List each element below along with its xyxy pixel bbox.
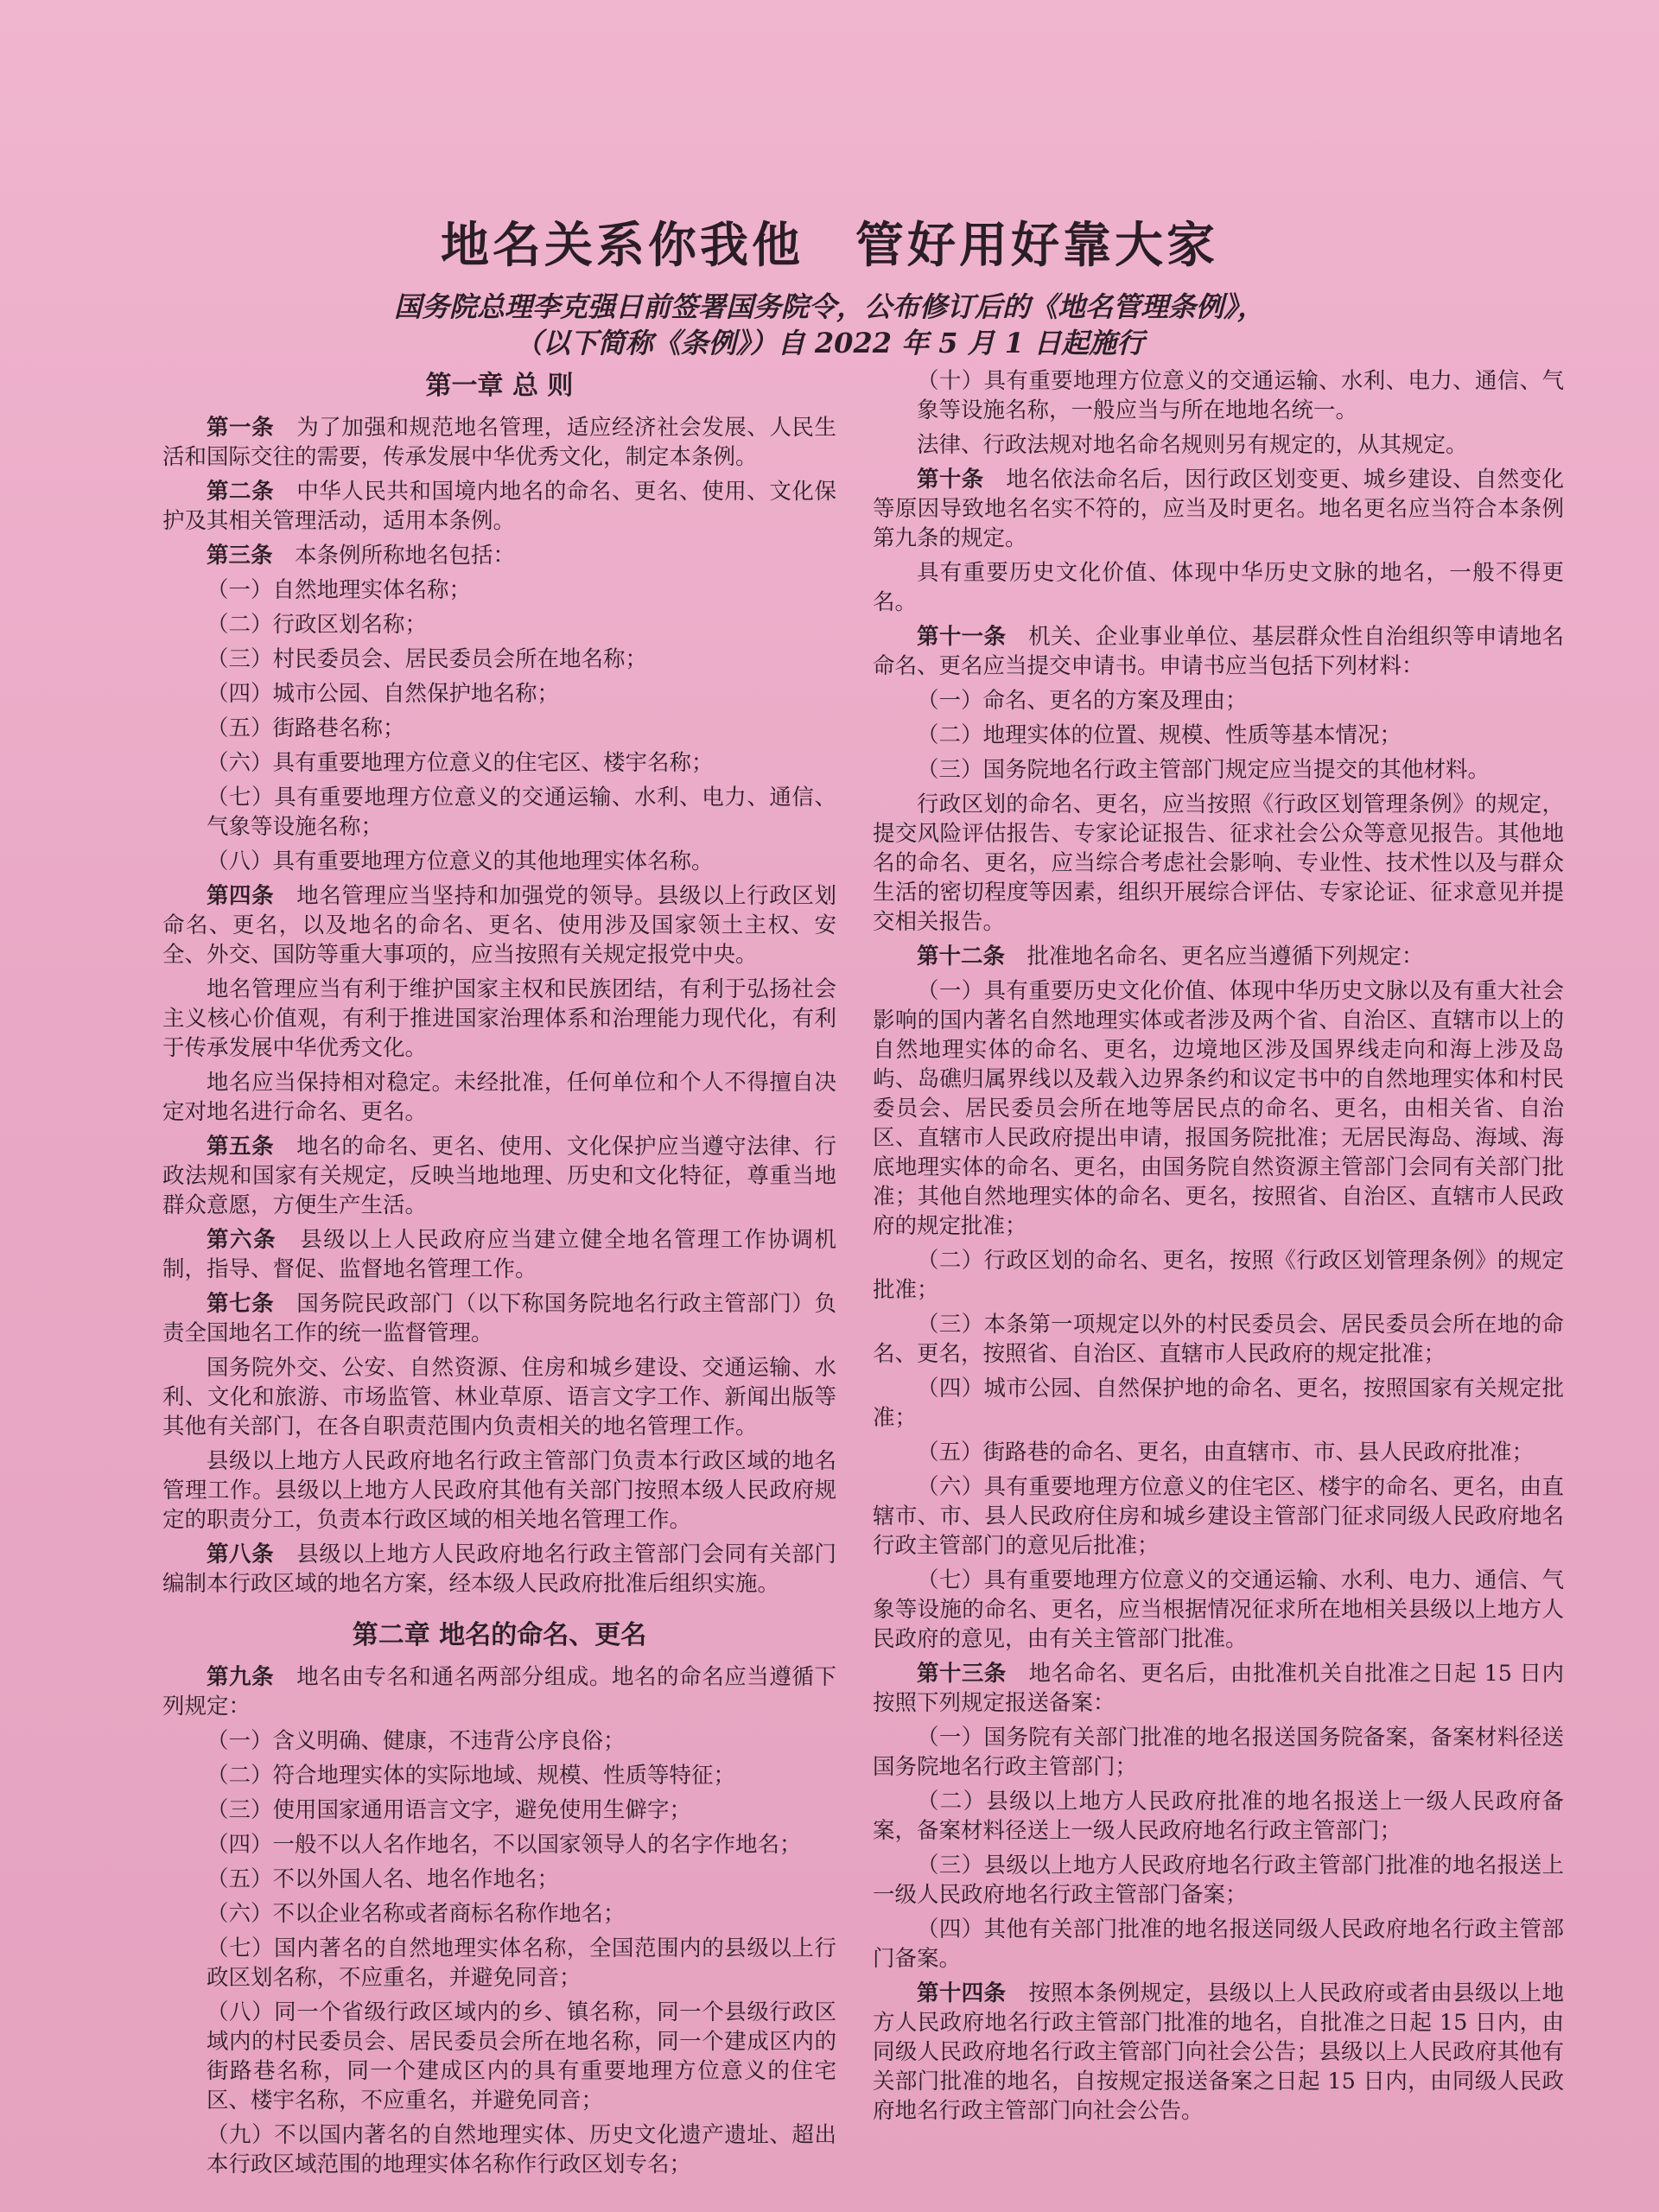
- article-2-text: 中华人民共和国境内地名的命名、更名、使用、文化保护及其相关管理活动，适用本条例。: [162, 479, 836, 534]
- article-5-text: 地名的命名、更名、使用、文化保护应当遵守法律、行政法规和国家有关规定，反映当地地理、历史和文化特征，尊重当地群众意愿，方便生产生活。: [162, 1134, 836, 1218]
- article-3-item: （一）自然地理实体名称；: [207, 577, 472, 603]
- article-4-paragraph-3: 地名应当保持相对稳定。未经批准，任何单位和个人不得擅自决定对地名进行命名、更名。: [162, 1070, 836, 1125]
- article-9-item: （九）不以国内著名的自然地理实体、历史文化遗产遗址、超出本行政区域范围的地理实体名称作行政区划专名；: [207, 2122, 836, 2177]
- article-1-label: 第一条: [207, 415, 275, 441]
- article-11-item: （二）地理实体的位置、规模、性质等基本情况；: [917, 722, 1402, 748]
- article-6-label: 第六条: [207, 1227, 277, 1253]
- article-11-label: 第十一条: [917, 624, 1007, 650]
- article-7-label: 第七条: [207, 1291, 275, 1317]
- article-3-item: （八）具有重要地理方位意义的其他地理实体名称。: [207, 849, 714, 874]
- article-10-label: 第十条: [917, 467, 984, 493]
- article-11-item: （一）命名、更名的方案及理由；: [917, 688, 1248, 714]
- article-10-text: 地名依法命名后，因行政区划变更、城乡建设、自然变化等原因导致地名名实不符的，应当及时更名。地名更名应当符合本条例第九条的规定。: [873, 467, 1564, 551]
- article-10-paragraph-2: 具有重要历史文化价值、体现中华历史文脉的地名，一般不得更名。: [873, 560, 1564, 615]
- article-5-label: 第五条: [207, 1134, 275, 1160]
- article-9-item: （二）符合地理实体的实际地域、规模、性质等特征；: [207, 1763, 736, 1789]
- article-14-label: 第十四条: [917, 1980, 1007, 2006]
- article-12-item: （四）城市公园、自然保护地的命名、更名，按照国家有关规定批准；: [873, 1376, 1564, 1431]
- article-13-text: 地名命名、更名后，由批准机关自批准之日起 15 日内按照下列规定报送备案：: [873, 1661, 1564, 1716]
- article-9-item: （三）使用国家通用语言文字，避免使用生僻字；: [207, 1797, 692, 1823]
- article-3-text: 本条例所称地名包括：: [295, 543, 516, 569]
- article-8-label: 第八条: [207, 1541, 275, 1567]
- article-9-text: 地名由专名和通名两部分组成。地名的命名应当遵循下列规定：: [162, 1664, 836, 1719]
- left-column: [162, 366, 836, 2184]
- article-13-label: 第十三条: [917, 1661, 1007, 1687]
- article-11-text: 机关、企业事业单位、基层群众性自治组织等申请地名命名、更名应当提交申请书。申请书应当包括下列材料：: [873, 624, 1564, 679]
- article-7: [162, 1289, 836, 1348]
- article-9-item: （七）国内著名的自然地理实体名称，全国范围内的县级以上行政区划名称，不应重名，并避免同音；: [207, 1936, 836, 1991]
- article-14: [873, 1979, 1564, 2126]
- article-4-label: 第四条: [207, 883, 275, 909]
- article-9-item: （一）含义明确、健康，不违背公序良俗；: [207, 1728, 626, 1754]
- article-6: [162, 1225, 836, 1284]
- article-13: [873, 1659, 1564, 1718]
- article-12-item: （一）具有重要历史文化价值、体现中华历史文脉以及有重大社会影响的国内著名自然地理实体或者涉及两个省、自治区、直辖市以上的自然地理实体的命名、更名，边境地区涉及国界线走向和海上涉及岛屿、岛礁归属界线以及载入边界条约和议定书中的自然地理实体和村民委员会、居民委员会所在地等居民点的命名、更名，由相关省、自治区、直辖市人民政府提出申请，报国务院批准；无居民海岛、海域、海底地理实体的命名、更名，由国务院自然资源主管部门会同有关部门批准；其他自然地理实体的命名、更名，按照省、自治区、直辖市人民政府的规定批准；: [873, 978, 1564, 1239]
- article-3-item: （六）具有重要地理方位意义的住宅区、楼宇名称；: [207, 750, 714, 776]
- article-11: [873, 622, 1564, 681]
- article-1: [162, 413, 836, 472]
- document-title: 地名关系你我他 管好用好靠大家: [441, 217, 1218, 274]
- article-13-item: （一）国务院有关部门批准的地名报送国务院备案，备案材料径送国务院地名行政主管部门；: [873, 1725, 1564, 1780]
- article-12-item: （五）街路巷的命名、更名，由直辖市、市、县人民政府批准；: [917, 1440, 1535, 1465]
- article-13-item: （三）县级以上地方人民政府地名行政主管部门批准的地名报送上一级人民政府地名行政主管部门备案；: [873, 1853, 1564, 1908]
- article-7-paragraph-3: 县级以上地方人民政府地名行政主管部门负责本行政区域的地名管理工作。县级以上地方人民政府其他有关部门按照本级人民政府规定的职责分工，负责本行政区域的相关地名管理工作。: [162, 1448, 836, 1533]
- article-3-item: （七）具有重要地理方位意义的交通运输、水利、电力、通信、气象等设施名称；: [207, 785, 836, 840]
- article-14-text: 按照本条例规定，县级以上人民政府或者由县级以上地方人民政府地名行政主管部门批准的地名，自批准之日起 15 日内，由同级人民政府地名行政主管部门向社会公告；县级以上人民政府其他有关部门批准的地名，自按规定报送备案之日起 15 日内，由同级人民政府地名行政主管部门向社会公告。: [873, 1980, 1564, 2124]
- article-9-label: 第九条: [207, 1664, 275, 1690]
- article-12-item: （三）本条第一项规定以外的村民委员会、居民委员会所在地的命名、更名，按照省、自治区、直辖市人民政府的规定批准；: [873, 1312, 1564, 1367]
- article-2-label: 第二条: [207, 479, 275, 505]
- chapter-1-heading: 第一章 总 则: [425, 371, 574, 401]
- article-5: [162, 1132, 836, 1220]
- article-8-text: 县级以上地方人民政府地名行政主管部门会同有关部门编制本行政区域的地名方案，经本级人民政府批准后组织实施。: [162, 1541, 836, 1597]
- article-3: [162, 541, 836, 570]
- article-9-item: （六）不以企业名称或者商标名称作地名；: [207, 1901, 626, 1927]
- article-12-label: 第十二条: [917, 944, 1006, 969]
- article-2: [162, 477, 836, 536]
- article-4-text: 地名管理应当坚持和加强党的领导。县级以上行政区划命名、更名，以及地名的命名、更名、使用涉及国家领土主权、安全、外交、国防等重大事项的，应当按照有关规定报党中央。: [162, 883, 836, 968]
- article-13-item: （二）县级以上地方人民政府批准的地名报送上一级人民政府备案，备案材料径送上一级人民政府地名行政主管部门；: [873, 1789, 1564, 1844]
- article-12-item: （七）具有重要地理方位意义的交通运输、水利、电力、通信、气象等设施的命名、更名，应当根据情况征求所在地相关县级以上地方人民政府的意见，由有关主管部门批准。: [873, 1567, 1564, 1652]
- article-9-item: （四）一般不以人名作地名，不以国家领导人的名字作地名；: [207, 1832, 802, 1858]
- article-3-item: （三）村民委员会、居民委员会所在地名称；: [207, 646, 648, 672]
- article-13-item: （四）其他有关部门批准的地名报送同级人民政府地名行政主管部门备案。: [873, 1916, 1564, 1972]
- article-3-item: （五）街路巷名称；: [207, 715, 405, 741]
- article-10: [873, 465, 1564, 553]
- article-3-item: （二）行政区划名称；: [207, 612, 428, 638]
- article-9: [162, 1662, 836, 1721]
- article-8: [162, 1540, 836, 1599]
- article-1-text: 为了加强和规范地名管理，适应经济社会发展、人民生活和国际交往的需要，传承发展中华优秀文化，制定本条例。: [162, 415, 836, 470]
- article-12-item: （二）行政区划的命名、更名，按照《行政区划管理条例》的规定批准；: [873, 1248, 1564, 1303]
- article-12-item: （六）具有重要地理方位意义的住宅区、楼宇的命名、更名，由直辖市、市、县人民政府住房和城乡建设主管部门征求同级人民政府地名行政主管部门的意见后批准；: [873, 1474, 1564, 1559]
- article-7-text: 国务院民政部门（以下称国务院地名行政主管部门）负责全国地名工作的统一监督管理。: [162, 1291, 836, 1346]
- article-4: [162, 881, 836, 969]
- article-11-paragraph-2: 行政区划的命名、更名，应当按照《行政区划管理条例》的规定，提交风险评估报告、专家论证报告、征求社会公众等意见报告。其他地名的命名、更名，应当综合考虑社会影响、专业性、技术性以及与群众生活的密切程度等因素，组织开展综合评估、专家论证、征求意见并提交相关报告。: [873, 791, 1564, 935]
- article-3-label: 第三条: [207, 543, 273, 569]
- document-subtitle-line-1: 国务院总理李克强日前签署国务院令，公布修订后的《地名管理条例》，: [393, 290, 1265, 323]
- article-9-item: （五）不以外国人名、地名作地名；: [207, 1866, 560, 1892]
- document-subtitle-line-2: （以下简称《条例》）自 2022 年 5 月 1 日起施行: [514, 327, 1145, 359]
- article-9-item: （八）同一个省级行政区域内的乡、镇名称，同一个县级行政区域内的村民委员会、居民委员会所在地名称，同一个建成区内的街路巷名称，同一个建成区内的具有重要地理方位意义的住宅区、楼宇名称，不应重名，并避免同音；: [207, 1999, 836, 2113]
- article-11-item: （三）国务院地名行政主管部门规定应当提交的其他材料。: [917, 757, 1491, 783]
- article-3-item: （四）城市公园、自然保护地名称；: [207, 681, 560, 707]
- article-9-paragraph-2: 法律、行政法规对地名命名规则另有规定的，从其规定。: [917, 432, 1468, 458]
- article-7-paragraph-2: 国务院外交、公安、自然资源、住房和城乡建设、交通运输、水利、文化和旅游、市场监管、林业草原、语言文字工作、新闻出版等其他有关部门，在各自职责范围内负责相关的地名管理工作。: [162, 1355, 836, 1440]
- article-4-paragraph-2: 地名管理应当有利于维护国家主权和民族团结，有利于弘扬社会主义核心价值观，有利于推进国家治理体系和治理能力现代化，有利于传承发展中华优秀文化。: [162, 976, 836, 1061]
- right-column: [873, 366, 1564, 2131]
- chapter-2-heading: 第二章 地名的命名、更名: [352, 1620, 647, 1650]
- article-9-item: （十）具有重要地理方位意义的交通运输、水利、电力、通信、气象等设施名称，一般应当与所在地地名统一。: [917, 368, 1564, 423]
- article-12-text: 批准地名命名、更名应当遵循下列规定：: [1027, 944, 1424, 969]
- article-12: [873, 942, 1564, 971]
- article-6-text: 县级以上人民政府应当建立健全地名管理工作协调机制，指导、督促、监督地名管理工作。: [162, 1227, 836, 1282]
